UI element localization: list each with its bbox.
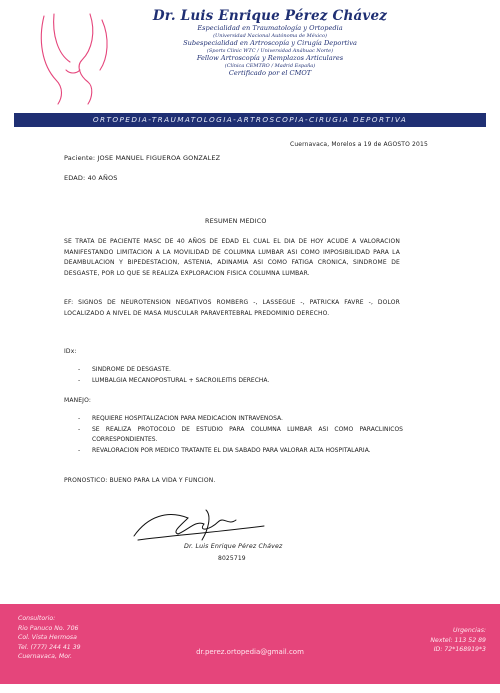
bullet-dash: - bbox=[78, 446, 81, 454]
prognosis: PRONOSTICO: BUENO PARA LA VIDA Y FUNCION. bbox=[64, 477, 216, 484]
credential-line: Subespecialidad en Artroscopía y Cirugía Deportiva bbox=[183, 39, 357, 47]
list-item-text: LUMBALGIA MECANOPOSTURAL + SACROILEITIS DERECHA. bbox=[92, 376, 270, 384]
list-item-text: REQUIERE HOSPITALIZACION PARA MEDICACION INTRAVENOSA. bbox=[92, 415, 283, 422]
letterhead bbox=[120, 8, 420, 78]
credentials bbox=[120, 24, 420, 78]
bullet-dash: - bbox=[78, 376, 81, 384]
credential-line: (Sports Clinic WTC / Universidad Anáhuac Norte) bbox=[206, 47, 334, 54]
signature-name: Dr. Luis Enrique Pérez Chávez bbox=[184, 543, 283, 550]
document-title: RESUMEN MEDICO bbox=[205, 217, 267, 225]
emergency-contact bbox=[430, 626, 486, 655]
doctor-name: Dr. Luis Enrique Pérez Chávez bbox=[152, 8, 388, 24]
figure-logo-icon bbox=[30, 10, 120, 105]
list-item bbox=[78, 425, 403, 446]
diagnosis-label: IDx: bbox=[64, 348, 77, 355]
physical-exam: EF: SIGNOS DE NEUROTENSION NEGATIVOS ROMBERG -, LASSEGUE -, PATRICKA FAVRE -, DOLOR LOCALIZADO A NIVEL DE MASA MUSCULAR PARAVERTEBRAL PREDOMINIO DERECHO. bbox=[64, 299, 400, 317]
footer-line: Col. Vista Hermosa bbox=[18, 634, 77, 642]
credential-line: (Clínica CEMTRO / Madrid España) bbox=[224, 62, 316, 69]
list-item bbox=[78, 376, 403, 387]
list-item bbox=[78, 365, 403, 376]
bullet-dash: - bbox=[78, 366, 81, 373]
credential-line: Fellow Artroscopía y Remplazos Articulares bbox=[196, 54, 344, 62]
list-item-text: SE REALIZA PROTOCOLO DE ESTUDIO PARA COLUMNA LUMBAR ASI COMO PARACLINICOS CORRESPONDIENTES. bbox=[92, 425, 403, 444]
list-item-text: SINDROME DE DESGASTE. bbox=[92, 366, 171, 373]
footer-line: ID: 72*168919*3 bbox=[433, 646, 486, 654]
footer bbox=[0, 604, 500, 684]
list-item bbox=[78, 446, 403, 457]
specialty-band-text: ORTOPEDIA-TRAUMATOLOGIA-ARTROSCOPIA-CIRUGIA DEPORTIVA bbox=[92, 115, 408, 124]
footer-line: Tel. (777) 244 41 39 bbox=[18, 643, 81, 651]
specialty-band bbox=[14, 113, 486, 127]
footer-email: dr.perez.ortopedia@gmail.com bbox=[196, 648, 304, 656]
patient-name: Paciente: JOSE MANUEL FIGUEROA GONZALEZ bbox=[64, 154, 221, 162]
footer-line: Rio Panuco No. 706 bbox=[18, 624, 79, 632]
bullet-dash: - bbox=[78, 415, 81, 422]
credential-line: Especialidad en Traumatología y Ortopedia bbox=[197, 24, 343, 32]
list-item bbox=[78, 414, 403, 425]
bullet-dash: - bbox=[78, 425, 81, 433]
list-item-text: REVALORACION POR MEDICO TRATANTE EL DIA SABADO PARA VALORAR ALTA HOSPITALARIA. bbox=[92, 446, 371, 454]
professional-license: 8025719 bbox=[218, 555, 246, 562]
footer-line: Consultorio: bbox=[18, 615, 56, 622]
patient-age: EDAD: 40 AÑOS bbox=[64, 174, 118, 182]
management-list bbox=[78, 414, 403, 456]
letter-date: Cuernavaca, Morelos a 19 de AGOSTO 2015 bbox=[290, 141, 428, 148]
diagnosis-list bbox=[78, 365, 403, 386]
footer-line: Cuernavaca, Mor. bbox=[18, 653, 72, 661]
footer-line: Urgencias: bbox=[453, 627, 486, 634]
management-label: MANEJO: bbox=[64, 397, 92, 404]
credential-line: (Universidad Nacional Autónoma de México) bbox=[213, 32, 327, 39]
credential-line: Certificado por el CMOT bbox=[228, 69, 312, 77]
footer-line: Nextel: 113 52 89 bbox=[430, 636, 486, 644]
clinical-summary: SE TRATA DE PACIENTE MASC DE 40 AÑOS DE EDAD EL CUAL EL DIA DE HOY ACUDE A VALORACION MANIFESTANDO LIMITACION A LA MOVILIDAD DE COLUMNA LUMBAR ASI COMO IMPOSIBILIDAD PARA LA DEAMBULACION Y BIPEDESTACION, ASTENIA, ADINAMIA ASI COMO FATIGA CRONICA, SINDROME DE DESGASTE, POR LO QUE SE REALIZA EXPLORACION FISICA COLUMNA LUMBAR. bbox=[64, 238, 400, 277]
